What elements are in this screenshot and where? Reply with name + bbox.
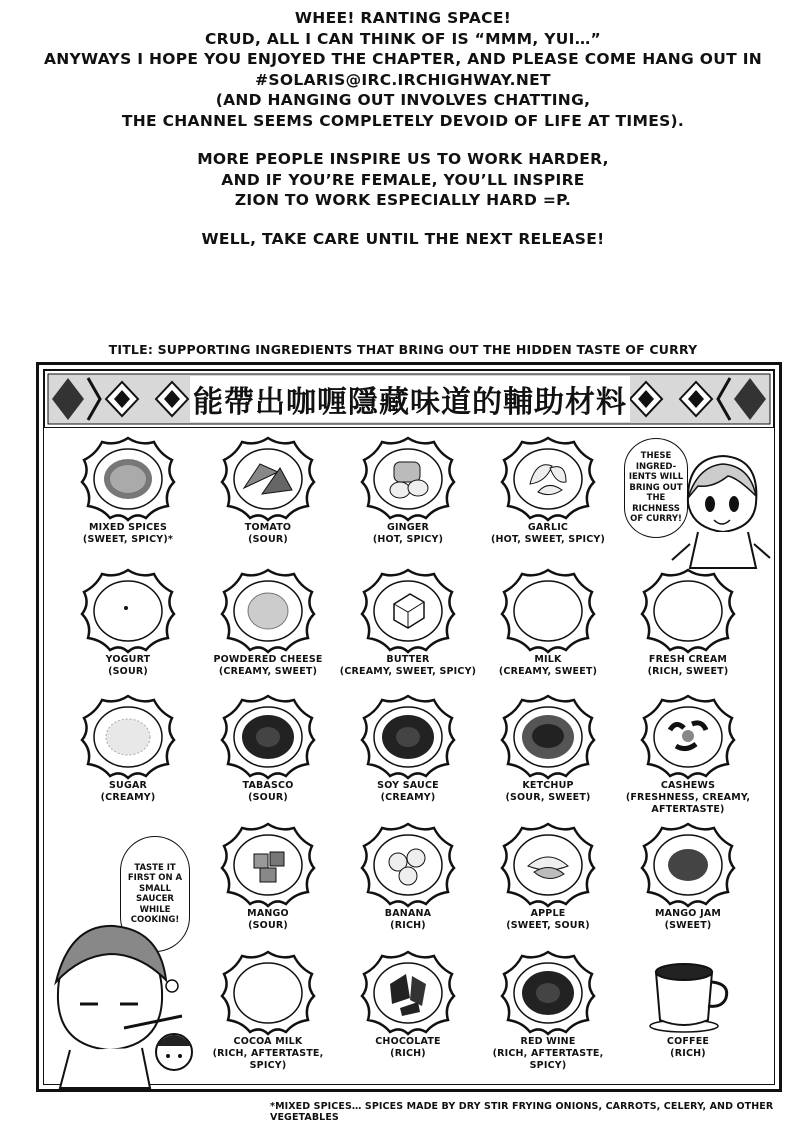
ingredient-taste: (FRESHNESS, CREAMY, AFTERTASTE) bbox=[625, 792, 751, 815]
ingredient-taste: (SOUR) bbox=[248, 792, 288, 803]
ingredient-name: COCOA MILK bbox=[233, 1036, 303, 1047]
sugar-icon bbox=[58, 694, 198, 780]
ingredient-item bbox=[618, 950, 758, 1060]
ingredient-item bbox=[198, 694, 338, 804]
ingredient-taste: (SWEET, SPICY)* bbox=[82, 534, 174, 545]
ingredient-taste: (RICH) bbox=[390, 1048, 426, 1059]
title-translation: TITLE: SUPPORTING INGREDIENTS THAT BRING OUT THE HIDDEN TASTE OF CURRY bbox=[108, 342, 698, 357]
ingredient-taste: (HOT, SPICY) bbox=[372, 534, 444, 545]
ingredient-item bbox=[198, 568, 338, 678]
ingredient-taste: (HOT, SWEET, SPICY) bbox=[490, 534, 606, 545]
ingredient-taste: (SWEET, SOUR) bbox=[506, 920, 590, 931]
ingredient-item bbox=[478, 822, 618, 932]
ingredient-taste: (RICH, AFTERTASTE, SPICY) bbox=[492, 1048, 604, 1071]
ingredient-name: MILK bbox=[534, 654, 562, 665]
ingredient-name: GARLIC bbox=[527, 522, 569, 533]
ingredient-name: SOY SAUCE bbox=[377, 780, 439, 791]
ingredient-name: KETCHUP bbox=[522, 780, 574, 791]
ingredient-taste: (SWEET) bbox=[664, 920, 712, 931]
ingredient-item bbox=[198, 822, 338, 932]
ingredient-name: MANGO JAM bbox=[654, 908, 722, 919]
ketchup-icon bbox=[478, 694, 618, 780]
ingredient-item bbox=[478, 568, 618, 678]
milk-icon bbox=[478, 568, 618, 654]
chocolate-icon bbox=[338, 950, 478, 1036]
ingredient-taste: (CREAMY) bbox=[100, 792, 156, 803]
ingredient-name: TABASCO bbox=[242, 780, 294, 791]
ingredient-item bbox=[618, 568, 758, 678]
ingredient-name: CASHEWS bbox=[660, 780, 716, 791]
rant-line: WHEE! RANTING SPACE! bbox=[294, 9, 512, 27]
ingredient-item bbox=[338, 694, 478, 804]
ingredient-item bbox=[618, 822, 758, 932]
ingredient-name: BUTTER bbox=[386, 654, 430, 665]
cocoa-milk-icon bbox=[198, 950, 338, 1036]
ingredient-taste: (SOUR, SWEET) bbox=[505, 792, 591, 803]
boy-character-icon bbox=[50, 920, 200, 1090]
ingredient-name: MIXED SPICES bbox=[88, 522, 168, 533]
ingredient-taste: (RICH, AFTERTASTE, SPICY) bbox=[212, 1048, 324, 1071]
rant-line: #SOLARIS@IRC.IRCHIGHWAY.NET bbox=[255, 70, 551, 89]
ingredient-item bbox=[478, 436, 618, 546]
speckle-icon bbox=[58, 436, 198, 522]
ingredient-taste: (SOUR) bbox=[248, 534, 288, 545]
ingredient-taste: (CREAMY, SWEET) bbox=[218, 666, 318, 677]
ingredient-name: CHOCOLATE bbox=[375, 1036, 441, 1047]
ingredient-item bbox=[58, 568, 198, 678]
ingredient-taste: (CREAMY, SWEET, SPICY) bbox=[339, 666, 477, 677]
ingredient-name: GINGER bbox=[386, 522, 430, 533]
mango-jam-icon bbox=[618, 822, 758, 908]
ingredient-name: MANGO bbox=[247, 908, 289, 919]
apple-icon bbox=[478, 822, 618, 908]
ingredient-item bbox=[338, 436, 478, 546]
ingredient-item bbox=[338, 568, 478, 678]
rant-line: THE CHANNEL SEEMS COMPLETELY DEVOID OF LIFE AT TIMES). bbox=[121, 111, 685, 130]
rant-line: ZION TO WORK ESPECIALLY HARD =P. bbox=[234, 191, 572, 209]
banana-icon bbox=[338, 822, 478, 908]
ingredient-taste: (RICH, SWEET) bbox=[647, 666, 729, 677]
ingredient-name: BANANA bbox=[384, 908, 432, 919]
girl-speech-bubble: THESE INGRED-IENTS WILL BRING OUT THE RICHNESS OF CURRY! bbox=[624, 438, 688, 538]
ingredient-item bbox=[338, 822, 478, 932]
cream-icon bbox=[618, 568, 758, 654]
ingredient-item bbox=[58, 694, 198, 804]
rant-line: CRUD, ALL I CAN THINK OF IS “MMM, YUI…” bbox=[205, 29, 601, 48]
mango-icon bbox=[198, 822, 338, 908]
girl-character-icon bbox=[668, 448, 772, 570]
rant-line: MORE PEOPLE INSPIRE US TO WORK HARDER, bbox=[197, 150, 609, 168]
ingredient-name: TOMATO bbox=[244, 522, 292, 533]
garlic-icon bbox=[478, 436, 618, 522]
cheese-icon bbox=[198, 568, 338, 654]
rant-line: AND IF YOU’RE FEMALE, YOU’LL INSPIRE bbox=[221, 170, 585, 189]
boy-speech-bubble: TASTE IT FIRST ON A SMALL SAUCER WHILE COOKING! bbox=[120, 836, 190, 952]
ingredient-name: POWDERED CHEESE bbox=[213, 654, 323, 665]
cashews-icon bbox=[618, 694, 758, 780]
ingredient-item bbox=[338, 950, 478, 1060]
rant-text bbox=[0, 8, 806, 249]
ingredient-name: RED WINE bbox=[520, 1036, 576, 1047]
ingredient-name: COFFEE bbox=[666, 1036, 710, 1047]
tomato-icon bbox=[198, 436, 338, 522]
ingredient-name: YOGURT bbox=[105, 654, 151, 665]
yogurt-icon bbox=[58, 568, 198, 654]
ingredient-taste: (RICH) bbox=[390, 920, 426, 931]
ingredient-taste: (RICH) bbox=[670, 1048, 706, 1059]
ingredient-taste: (CREAMY, SWEET) bbox=[498, 666, 598, 677]
rant-line: (AND HANGING OUT INVOLVES CHATTING, bbox=[215, 91, 591, 109]
ingredient-name: FRESH CREAM bbox=[648, 654, 728, 665]
ginger-icon bbox=[338, 436, 478, 522]
red-wine-icon bbox=[478, 950, 618, 1036]
banner-title: 能帶出咖喱隱藏味道的輔助材料 bbox=[190, 376, 630, 422]
ingredient-name: SUGAR bbox=[108, 780, 148, 791]
ingredient-item bbox=[198, 436, 338, 546]
ingredient-taste: (SOUR) bbox=[108, 666, 148, 677]
butter-icon bbox=[338, 568, 478, 654]
ingredient-item bbox=[198, 950, 338, 1072]
coffee-cup-icon bbox=[618, 950, 758, 1036]
soy-sauce-icon bbox=[338, 694, 478, 780]
ingredient-taste: (SOUR) bbox=[248, 920, 288, 931]
rant-line: WELL, TAKE CARE UNTIL THE NEXT RELEASE! bbox=[201, 229, 605, 248]
footnote: *MIXED SPICES… SPICES MADE BY DRY STIR FRYING ONIONS, CARROTS, CELERY, AND OTHER VEGETABLES bbox=[270, 1101, 774, 1123]
ingredient-item bbox=[58, 436, 198, 546]
rant-line: ANYWAYS I HOPE YOU ENJOYED THE CHAPTER, AND PLEASE COME HANG OUT IN bbox=[43, 50, 763, 68]
ingredient-item bbox=[478, 950, 618, 1072]
ingredient-item bbox=[478, 694, 618, 804]
ingredient-taste: (CREAMY) bbox=[380, 792, 436, 803]
tabasco-icon bbox=[198, 694, 338, 780]
ingredient-item bbox=[618, 694, 758, 816]
ingredient-name: APPLE bbox=[530, 908, 566, 919]
